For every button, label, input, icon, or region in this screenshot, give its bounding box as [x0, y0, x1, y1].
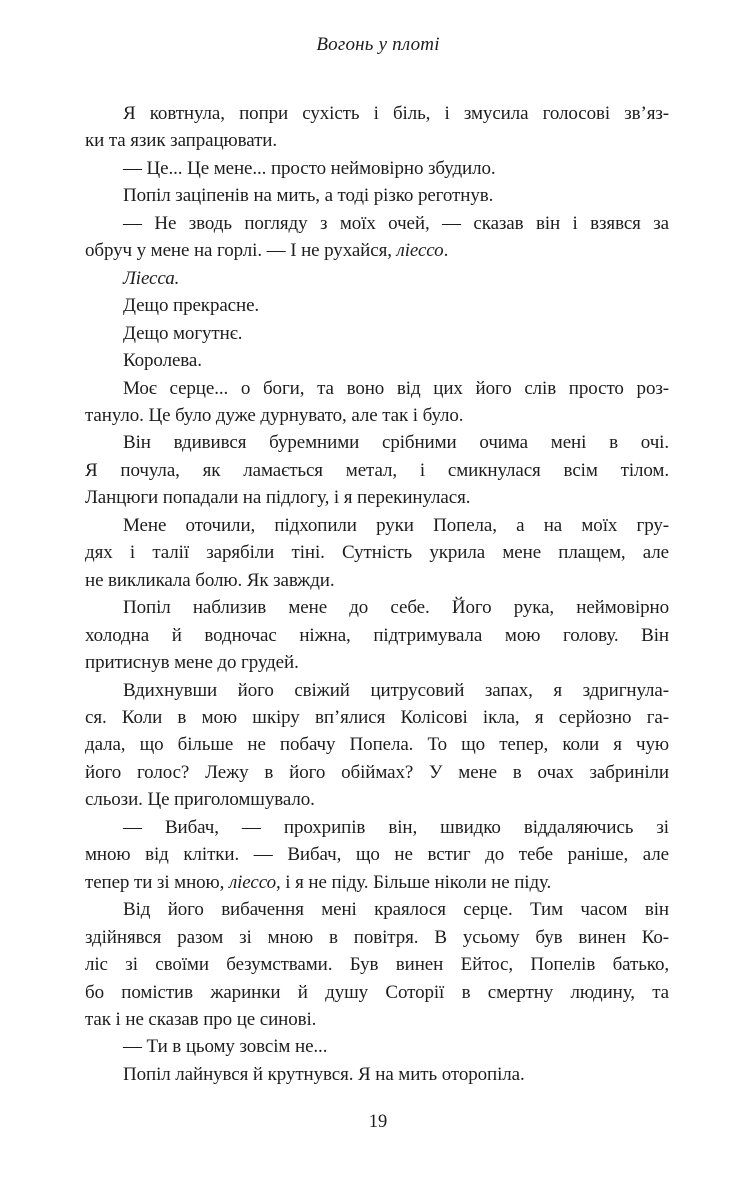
paragraph: [85, 292, 669, 319]
paragraph: [85, 100, 669, 155]
paragraph: [85, 1061, 669, 1088]
text-run: Попіл наблизив мене до себе. Його рука, неймовірно: [123, 597, 669, 619]
text-line: [85, 347, 669, 374]
text-run: Дещо прекрасне.: [123, 295, 260, 317]
text-line: [85, 786, 669, 813]
text-line: [85, 814, 669, 841]
text-line: [85, 841, 669, 868]
text-line: [85, 429, 669, 456]
text-run: Моє серце... о боги, та воно від цих його слів просто роз-: [123, 377, 669, 399]
text-run: — Ти в цьому зовсім не...: [123, 1036, 328, 1058]
paragraph: [85, 1033, 669, 1060]
paragraph: [85, 429, 669, 511]
text-line: [85, 704, 669, 731]
text-run: ки та язик запрацювати.: [85, 130, 277, 152]
text-line: [85, 539, 669, 566]
text-line: [85, 100, 669, 127]
text-run: — Вибач, — прохрипів він, швидко віддаляючись зі: [123, 816, 669, 838]
paragraph: [85, 210, 669, 265]
text-run: здійнявся разом зі мною в повітря. В усьому був винен Ко-: [85, 926, 669, 948]
text-run: дях і талії зарябіли тіні. Сутність укрила мене плащем, але: [85, 542, 669, 564]
paragraph: [85, 347, 669, 374]
text-line: [85, 320, 669, 347]
text-run: Дещо могутнє.: [123, 322, 243, 344]
text-line: [85, 869, 669, 896]
text-run: Я ковтнула, попри сухість і біль, і змусила голосові зв’яз-: [123, 103, 669, 124]
paragraph: [85, 594, 669, 676]
text-line: [85, 237, 669, 264]
text-run: обруч у мене на горлі. — І не рухайся,: [85, 240, 397, 262]
text-line: [85, 677, 669, 704]
text-line: [85, 210, 669, 237]
text-run: не викликала болю. Як завжди.: [85, 569, 335, 591]
text-run: Попіл лайнувся й крутнувся. Я на мить оторопіла.: [123, 1063, 525, 1085]
text-line: [85, 402, 669, 429]
text-run: так і не сказав про це синові.: [85, 1008, 317, 1030]
text-run: тепер ти зі мною,: [85, 871, 229, 893]
paragraph: [85, 155, 669, 182]
paragraph: [85, 677, 669, 814]
paragraph: [85, 320, 669, 347]
text-run: Мене оточили, підхопили руки Попела, а на моїх гру-: [123, 514, 669, 536]
text-line: [85, 457, 669, 484]
text-run: притиснув мене до грудей.: [85, 652, 299, 674]
text-line: [85, 594, 669, 621]
text-run: , і я не піду. Більше ніколи не піду.: [275, 871, 552, 893]
italic-text-run: Ліесса.: [123, 267, 180, 289]
text-run: холодна й водночас ніжна, підтримувала мою голову. Він: [85, 624, 669, 646]
paragraph: [85, 182, 669, 209]
text-line: [85, 512, 669, 539]
paragraph: [85, 512, 669, 594]
text-run: Вдихнувши його свіжий цитрусовий запах, я здригнула-: [123, 679, 669, 701]
text-run: його голос? Лежу в його обіймах? У мене в очах забриніли: [85, 761, 669, 783]
text-line: [85, 759, 669, 786]
italic-text-run: ліессо: [396, 240, 444, 262]
text-line: [85, 731, 669, 758]
text-line: [85, 182, 669, 209]
text-line: [85, 1006, 669, 1033]
paragraph: [85, 265, 669, 292]
text-line: [85, 896, 669, 923]
text-run: мною від клітки. — Вибач, що не встиг до тебе раніше, але: [85, 844, 669, 866]
text-line: [85, 127, 669, 154]
text-line: [85, 649, 669, 676]
text-run: ліс зі своїми безумствами. Був винен Ейтос, Попелів батько,: [85, 954, 669, 976]
text-run: Він вдивився буремними срібними очима мені в очі.: [123, 432, 669, 454]
text-run: Попіл заціпенів на мить, а тоді різко реготнув.: [123, 185, 494, 207]
text-run: ся. Коли в мою шкіру вп’ялися Колісові ікла, я серйозно га-: [85, 706, 669, 728]
text-line: [85, 622, 669, 649]
text-run: дала, що більше не побачу Попела. То що тепер, коли я чую: [85, 734, 669, 756]
text-block: [85, 100, 669, 1088]
text-line: [85, 292, 669, 319]
text-line: [85, 924, 669, 951]
text-run: Королева.: [123, 350, 202, 372]
text-run: Ланцюги попадали на підлогу, і я перекинулася.: [85, 487, 471, 509]
text-run: Я почула, як ламається метал, і смикнулася всім тілом.: [85, 459, 669, 481]
text-run: сльози. Це приголомшувало.: [85, 789, 315, 811]
text-line: [85, 375, 669, 402]
text-line: [85, 265, 669, 292]
running-header: Вогонь у плоті: [316, 34, 440, 55]
text-line: [85, 155, 669, 182]
italic-text-run: ліессо: [228, 871, 276, 893]
text-run: — Не зводь погляду з моїх очей, — сказав він і взявся за: [123, 212, 669, 234]
text-line: [85, 1061, 669, 1088]
paragraph: [85, 375, 669, 430]
text-run: бо помістив жаринки й душу Соторії в смертну людину, та: [85, 981, 669, 1003]
text-line: [85, 484, 669, 511]
text-line: [85, 951, 669, 978]
text-line: [85, 567, 669, 594]
text-run: .: [443, 240, 449, 262]
text-line: [85, 979, 669, 1006]
text-run: Від його вибачення мені краялося серце. Тим часом він: [123, 899, 669, 921]
text-run: тануло. Це було дуже дурнувато, але так і було.: [85, 404, 464, 426]
paragraph: [85, 896, 669, 1033]
text-line: [85, 1033, 669, 1060]
paragraph: [85, 814, 669, 896]
text-run: — Це... Це мене... просто неймовірно збудило.: [123, 157, 496, 179]
page-number: 19: [368, 1112, 388, 1132]
